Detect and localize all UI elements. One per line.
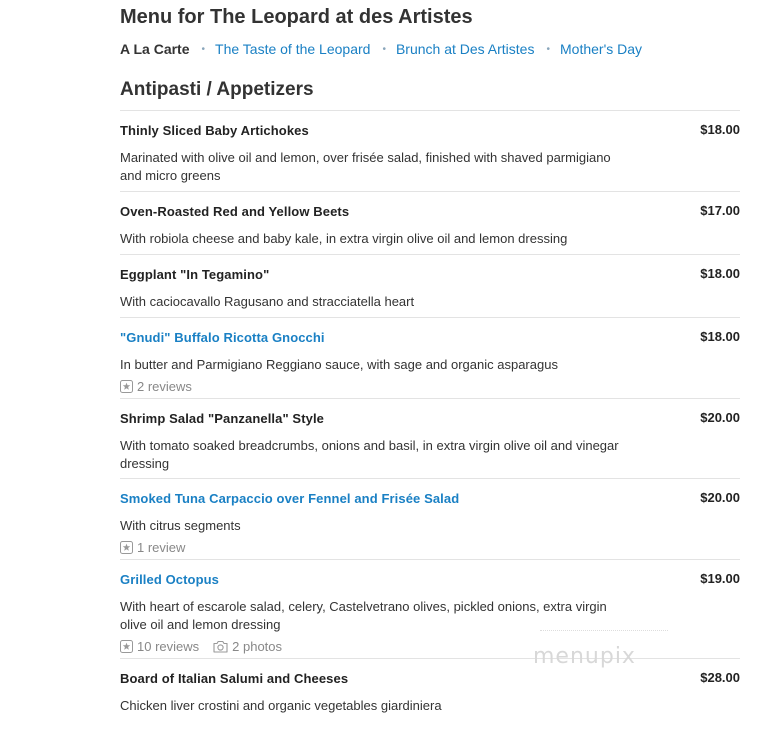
page-title: Menu for The Leopard at des Artistes — [120, 6, 473, 28]
tab-separator: • — [382, 43, 386, 55]
menu-item-name: Shrimp Salad "Panzanella" Style — [120, 411, 324, 426]
menu-item-name: Eggplant "In Tegamino" — [120, 267, 270, 282]
section-title: Antipasti / Appetizers — [120, 79, 314, 100]
menu-item-description: With heart of escarole salad, celery, Castelvetrano olives, pickled onions, extra virgin olive oil and lemon dressing — [120, 599, 607, 632]
menu-item-meta — [120, 639, 740, 654]
tab-taste-of-the-leopard[interactable]: The Taste of the Leopard — [215, 41, 371, 57]
menu-item-description: With tomato soaked breadcrumbs, onions and basil, in extra virgin olive oil and vinegar dressing — [120, 438, 619, 471]
menu-item — [120, 398, 740, 478]
reviews-count: 2 reviews — [137, 379, 192, 394]
reviews-count: 1 review — [137, 540, 186, 555]
menu-item-price: $18.00 — [700, 266, 740, 281]
menu-item — [120, 317, 740, 398]
menu-item-list — [120, 110, 740, 728]
menu-item-description: Marinated with olive oil and lemon, over frisée salad, finished with shaved parmigiano and micro greens — [120, 150, 611, 183]
menu-item-description: With citrus segments — [120, 518, 241, 533]
photos-link[interactable] — [213, 639, 282, 654]
menu-item-name-link[interactable]: "Gnudi" Buffalo Ricotta Gnocchi — [120, 330, 325, 345]
tab-mothers-day[interactable]: Mother's Day — [560, 41, 643, 57]
tab-brunch[interactable]: Brunch at Des Artistes — [395, 41, 535, 57]
menu-item-description: With robiola cheese and baby kale, in extra virgin olive oil and lemon dressing — [120, 231, 568, 246]
review-star-icon — [120, 640, 133, 653]
menu-item-name: Thinly Sliced Baby Artichokes — [120, 123, 309, 138]
menu-item-price: $18.00 — [700, 329, 740, 344]
menu-item — [120, 110, 740, 191]
tab-separator: • — [201, 43, 206, 55]
menu-item-price: $18.00 — [700, 122, 740, 137]
menu-item-price: $28.00 — [700, 670, 740, 685]
menu-tabs — [120, 41, 642, 57]
menu-item — [120, 559, 740, 658]
menu-item-name-link[interactable]: Grilled Octopus — [120, 572, 220, 587]
camera-icon — [213, 640, 228, 653]
menu-item-price: $19.00 — [700, 571, 740, 586]
reviews-link[interactable] — [120, 540, 185, 555]
review-star-icon — [120, 380, 133, 393]
menu-item — [120, 658, 740, 728]
reviews-link[interactable] — [120, 379, 192, 394]
menu-item-description: Chicken liver crostini and organic vegetables giardiniera — [120, 698, 442, 713]
tab-a-la-carte[interactable]: A La Carte — [120, 41, 190, 57]
tab-separator: • — [546, 43, 550, 55]
menu-item-price: $20.00 — [700, 410, 740, 425]
menu-item — [120, 191, 740, 254]
menu-item-description: With caciocavallo Ragusano and stracciatella heart — [120, 294, 415, 309]
menupix-watermark: menupix — [533, 644, 636, 669]
menu-item-name: Board of Italian Salumi and Cheeses — [120, 671, 349, 686]
menu-item-meta — [120, 540, 740, 555]
menu-item — [120, 254, 740, 317]
menu-item-name: Oven-Roasted Red and Yellow Beets — [120, 204, 350, 219]
menu-item-meta — [120, 379, 740, 394]
menu-item — [120, 478, 740, 559]
menu-item-price: $17.00 — [700, 203, 740, 218]
photos-count: 2 photos — [232, 639, 283, 654]
review-star-icon — [120, 541, 133, 554]
reviews-link[interactable] — [120, 639, 199, 654]
watermark-divider — [540, 630, 668, 631]
reviews-count: 10 reviews — [137, 639, 200, 654]
menu-item-name-link[interactable]: Smoked Tuna Carpaccio over Fennel and Frisée Salad — [120, 491, 460, 506]
menu-item-description: In butter and Parmigiano Reggiano sauce, with sage and organic asparagus — [120, 357, 558, 372]
menu-item-price: $20.00 — [700, 490, 740, 505]
